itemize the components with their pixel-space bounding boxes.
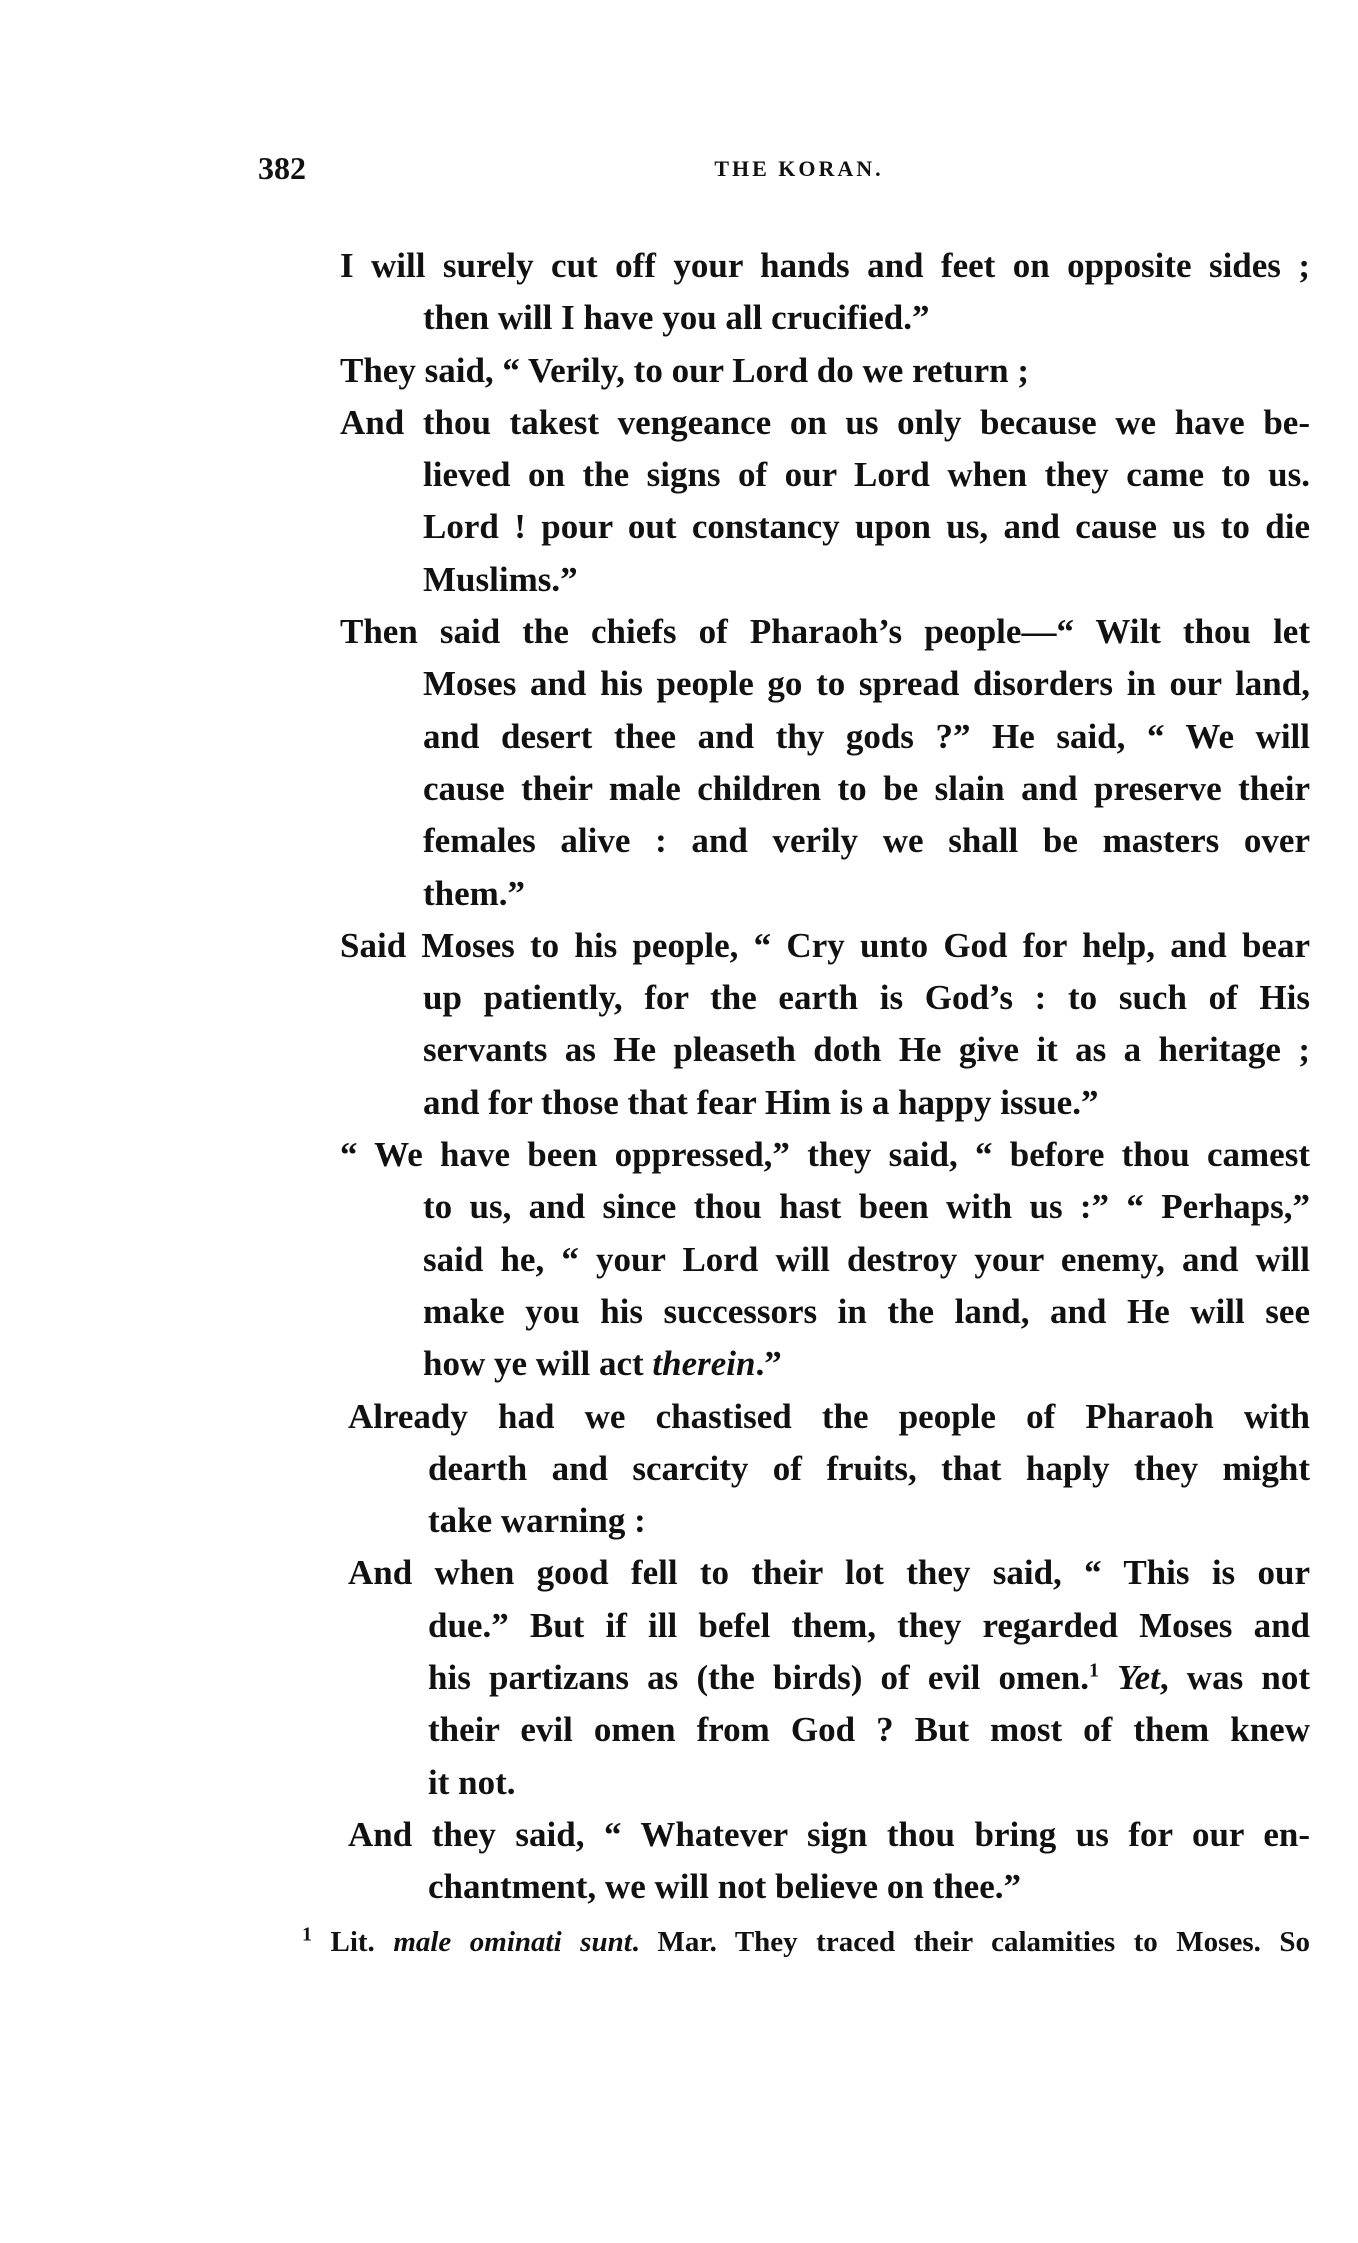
text-run: and for those that fear Him is a happy issue.”	[423, 1082, 1099, 1122]
text-run: . Mar. They traced their calamities to Moses. So	[631, 1926, 1310, 1958]
text-line	[340, 1809, 1310, 1861]
text-line	[340, 1129, 1310, 1181]
text-run: “ We have been oppressed,” they said, “ before thou camest	[340, 1135, 1310, 1175]
text-line	[340, 1861, 1310, 1913]
text-line	[340, 868, 1310, 920]
text-run: then will I have you all crucified.”	[423, 298, 930, 338]
text-run: his partizans as (the birds) of evil omen.	[428, 1658, 1089, 1698]
text-line	[340, 1077, 1310, 1129]
text-line	[340, 397, 1310, 449]
text-line	[340, 606, 1310, 658]
text-run: And they said, “ Whatever sign thou bring us for our en-	[348, 1814, 1310, 1854]
italic-text: Yet	[1117, 1658, 1160, 1698]
text-run: lieved on the signs of our Lord when they came to us.	[423, 455, 1310, 495]
text-run: how ye will act	[423, 1344, 653, 1384]
text-run: Lit.	[330, 1926, 394, 1958]
text-run: due.” But if ill befel them, they regarded Moses and	[428, 1605, 1310, 1645]
page-number: 382	[258, 150, 306, 186]
text-line	[340, 1286, 1310, 1338]
text-run: , was not	[1159, 1658, 1310, 1698]
text-line	[340, 292, 1310, 344]
verse-text	[340, 240, 1310, 1914]
text-line	[340, 815, 1310, 867]
text-line	[340, 1234, 1310, 1286]
text-line	[340, 501, 1310, 553]
text-run: them.”	[423, 873, 526, 913]
text-line	[340, 763, 1310, 815]
text-line	[340, 449, 1310, 501]
footnote-marker: 1	[1088, 1659, 1099, 1682]
text-line	[340, 1600, 1310, 1652]
text-run: their evil omen from God ? But most of them knew	[428, 1710, 1310, 1750]
text-line	[340, 345, 1310, 397]
text-line	[340, 554, 1310, 606]
text-run: chantment, we will not believe on thee.”	[428, 1867, 1021, 1907]
text-line	[340, 920, 1310, 972]
text-line	[340, 240, 1310, 292]
text-run: servants as He pleaseth doth He give it as a heritage ;	[423, 1030, 1310, 1070]
text-run: take warning :	[428, 1501, 646, 1541]
text-run	[1099, 1658, 1117, 1697]
text-run: cause their male children to be slain and preserve their	[423, 768, 1310, 808]
footnote-marker: 1	[302, 1923, 312, 1946]
text-run: it not.	[428, 1762, 516, 1802]
text-run: .”	[755, 1344, 782, 1384]
text-run: said he, “ your Lord will destroy your enemy, and will	[423, 1239, 1310, 1279]
footnote	[302, 1920, 1310, 1964]
italic-text: male ominati sunt	[393, 1926, 632, 1958]
text-run: And thou takest vengeance on us only because we have be-	[340, 402, 1310, 442]
text-run: Lord ! pour out constancy upon us, and cause us to die	[423, 507, 1310, 547]
italic-text: therein	[652, 1344, 756, 1384]
text-run: Then said the chiefs of Pharaoh’s people—“ Wilt thou let	[340, 612, 1310, 652]
text-run: I will surely cut off your hands and feet on opposite sides ;	[340, 246, 1310, 285]
text-line	[340, 1391, 1310, 1443]
text-line	[340, 1757, 1310, 1809]
text-line	[340, 1495, 1310, 1547]
text-run: females alive : and verily we shall be masters over	[423, 821, 1310, 861]
text-run: and desert thee and thy gods ?” He said, “ We will	[423, 716, 1310, 756]
text-run: up patiently, for the earth is God’s : to such of His	[423, 978, 1310, 1018]
text-line	[340, 1338, 1310, 1390]
text-run: And when good fell to their lot they said, “ This is our	[348, 1553, 1310, 1593]
text-line	[340, 1024, 1310, 1076]
text-line	[340, 1547, 1310, 1599]
text-line	[340, 972, 1310, 1024]
text-line	[340, 1443, 1310, 1495]
text-run: make you his successors in the land, and He will see	[423, 1291, 1310, 1331]
text-run: Already had we chastised the people of Pharaoh with	[348, 1396, 1310, 1436]
text-line	[340, 1652, 1310, 1704]
running-head: THE KORAN.	[714, 156, 884, 181]
text-line	[340, 1181, 1310, 1233]
text-line	[340, 1704, 1310, 1756]
text-run: dearth and scarcity of fruits, that haply they might	[428, 1448, 1310, 1488]
text-run: Muslims.”	[423, 559, 578, 599]
text-run: They said, “ Verily, to our Lord do we return ;	[340, 350, 1030, 390]
text-run: to us, and since thou hast been with us :” “ Perhaps,”	[423, 1187, 1310, 1227]
text-line	[340, 711, 1310, 763]
text-line	[340, 658, 1310, 710]
text-run: Moses and his people go to spread disorders in our land,	[423, 664, 1310, 704]
text-run: Said Moses to his people, “ Cry unto God for help, and bear	[340, 925, 1310, 965]
